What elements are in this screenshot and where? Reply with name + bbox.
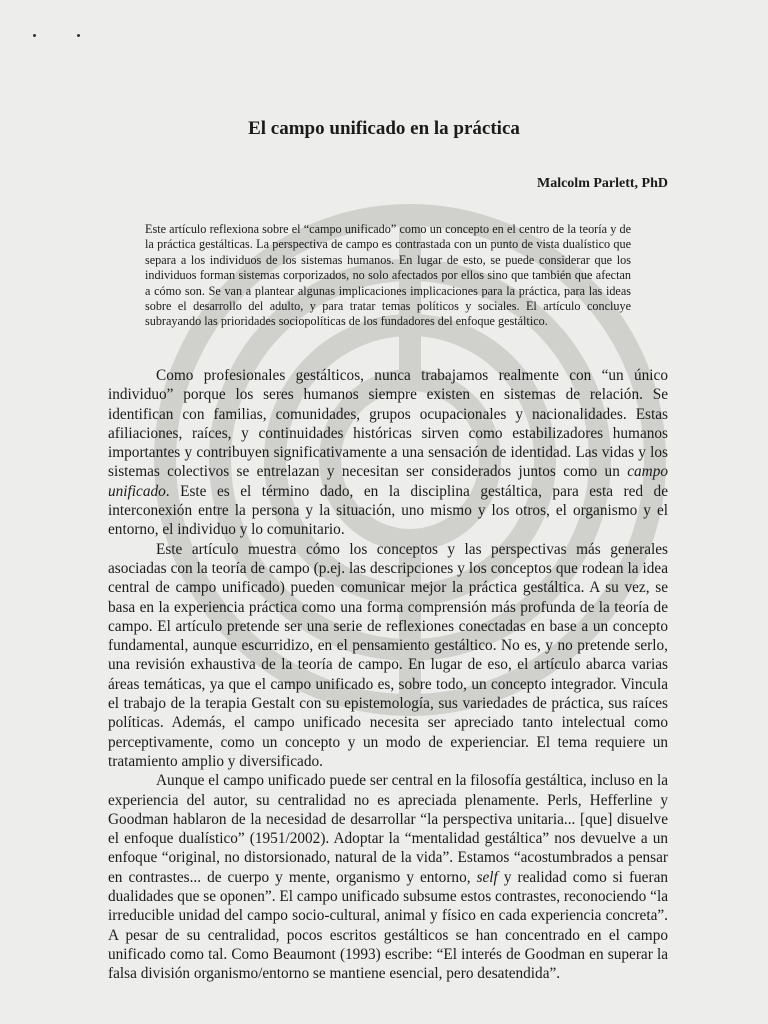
emphasis: self (476, 868, 498, 886)
scan-speck (77, 34, 80, 37)
scan-speck (33, 34, 36, 37)
emphasis: campo unificado (108, 463, 668, 500)
article-body (108, 366, 668, 984)
article-title: El campo unificado en la práctica (248, 118, 520, 139)
paragraph-2: Este artículo muestra cómo los conceptos y las perspectivas más generales asociadas con la teoría de campo (p.ej. las descripciones y los conceptos que rodean la idea central de campo unificado) pueden comunicar mejor la práctica gestáltica. A su vez, se basa en la experiencia práctica como una forma comprensión más profunda de la teoría de campo. El artículo pretende ser una serie de reflexiones conectadas en base a un concepto fundamental, aunque escurridizo, en el pensamiento gestáltico. No es, y no pretende serlo, una revisión exhaustiva de la teoría de campo. En lugar de eso, el artículo abarca varias áreas temáticas, ya que el campo unificado es, sobre todo, un concepto integrador. Vincula el trabajo de la terapia Gestalt con su epistemología, sus variedades de práctica, sus raíces políticas. Además, el campo unificado necesita ser apreciado tanto intelectual como perceptivamente, como un concepto y un modo de experienciar. El tema requiere un tratamiento amplio y diversificado. (108, 540, 668, 770)
abstract: Este artículo reflexiona sobre el “campo unificado” como un concepto en el centro de la teoría y de la práctica gestálticas. La perspectiva de campo es contrastada con un punto de vista dualístico que separa a los individuos de los sistemas humanos. En lugar de esto, se puede considerar que los individuos forman sistemas corporizados, no solo afectados por ellos sino que también que afectan a cómo son. Se van a plantear algunas implicaciones implicaciones para la práctica, para las ideas sobre el desarrollo del adulto, y para tratar temas políticos y sociales. El artículo concluye subrayando las prioridades sociopolíticas de los fundadores del enfoque gestáltico. (145, 222, 631, 329)
paragraph-3: Aunque el campo unificado puede ser central en la filosofía gestáltica, incluso en la experiencia del autor, su centralidad no es apreciada plenamente. Perls, Hefferline y Goodman hablaron de la necesidad de desarrollar “la perspectiva unitaria... [que] disuelve el enfoque dualístico” (1951/2002). Adoptar la “mentalidad gestáltica” nos devuelve a un enfoque “original, no distorsionado, natural de la vida”. Estamos “acostumbrados a pensar en contrastes... de cuerpo y mente, organismo y entorno, self y realidad como si fueran dualidades que se oponen”. El campo unificado subsume estos contrastes, reconociendo “la irreducible unidad del campo socio-cultural, animal y físico en cada experiencia concreta”. A pesar de su centralidad, pocos escritos gestálticos se han concentrado en el campo unificado como tal. Como Beaumont (1993) escribe: “El interés de Goodman en superar la falsa división organismo/entorno se mantiene esencial, pero desatendida”. (108, 772, 669, 983)
author-name: Malcolm Parlett, PhD (536, 176, 668, 191)
paragraph-1: Como profesionales gestálticos, nunca trabajamos realmente con “un único individuo” porque los seres humanos siempre existen en sistemas de relación. Se identifican con familias, comunidades, grupos ocupacionales y nacionalidades. Estas afiliaciones, raíces, y continuidades históricas sirven como estabilizadores humanos importantes y contribuyen significativamente a una sensación de identidad. Las vidas y los sistemas colectivos se entrelazan y necesitan ser considerados juntos como un campo unificado. Este es el término dado, en la disciplina gestáltica, para esta red de interconexión entre la persona y la situación, uno mismo y los otros, el organismo y el entorno, el individuo y lo comunitario. (108, 367, 668, 539)
